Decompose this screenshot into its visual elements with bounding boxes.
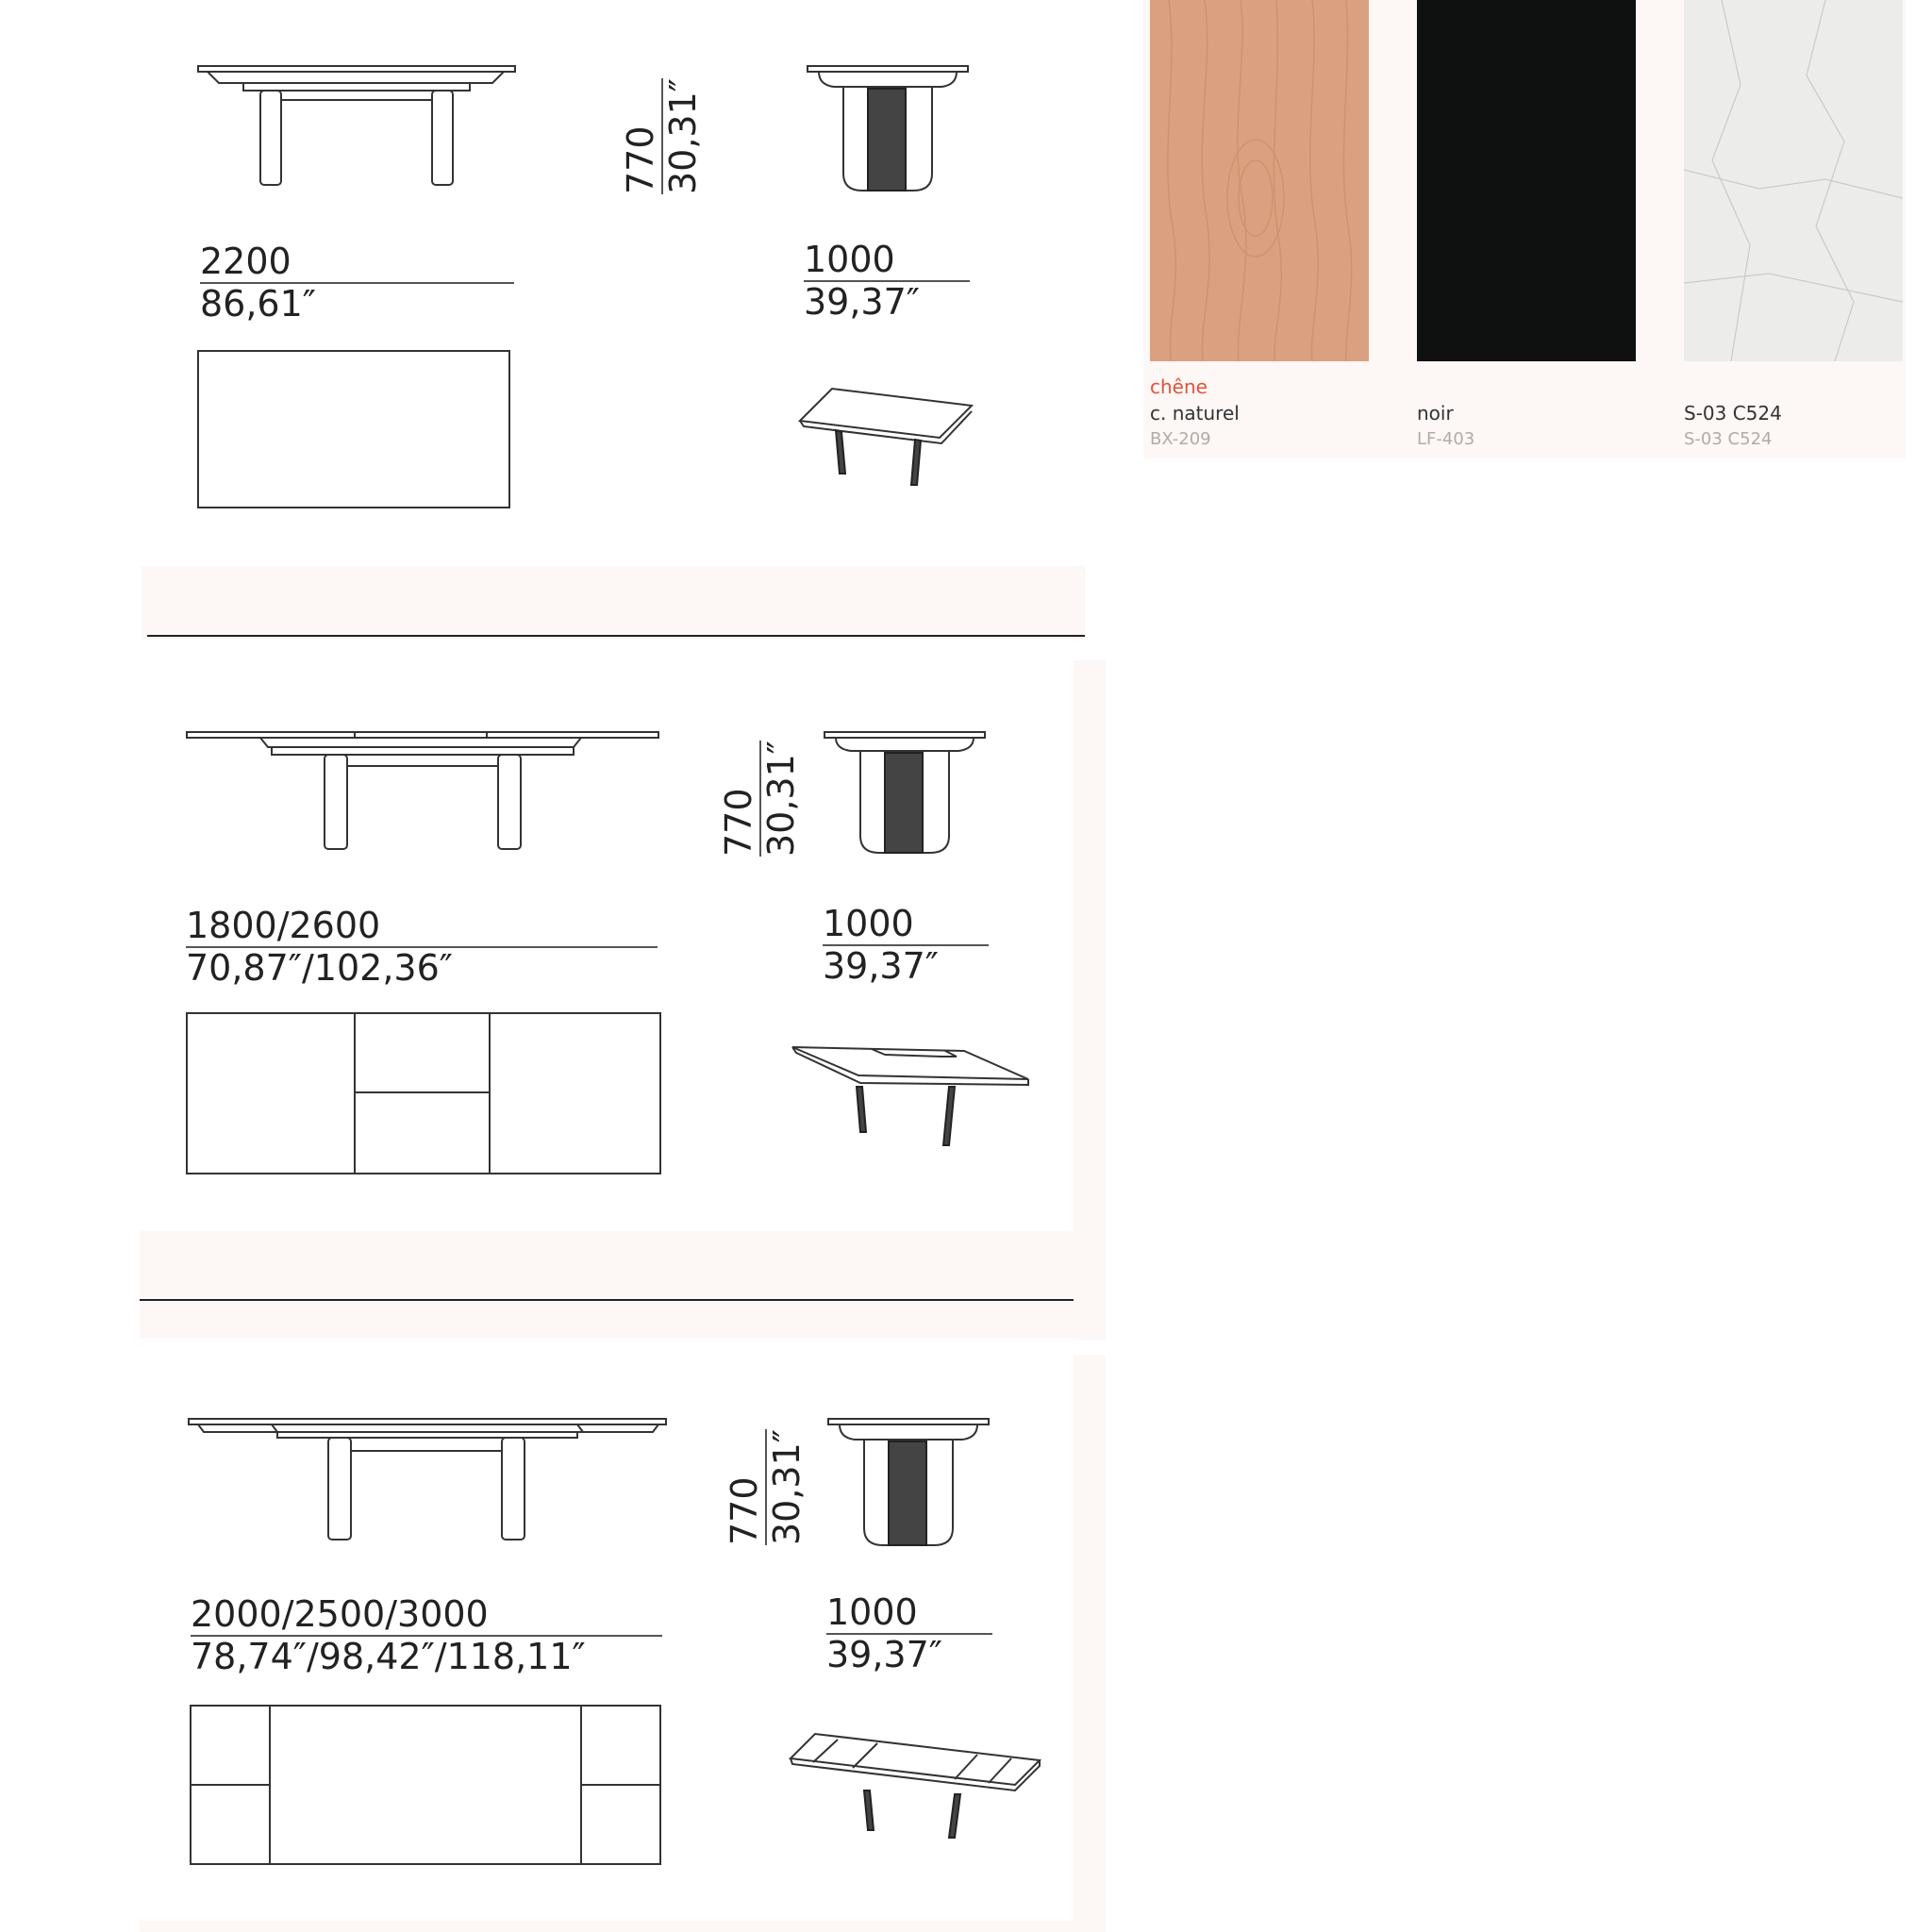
finish-name: S-03 C524	[1684, 402, 1782, 425]
finish-code: S-03 C524	[1684, 429, 1773, 449]
finish-code: LF-403	[1417, 429, 1475, 449]
top-plan-drawing	[185, 1011, 662, 1175]
front-elevation-drawing	[196, 62, 519, 194]
card-side-band	[1074, 1355, 1106, 1932]
length-dimension: 1800/2600 70,87″/102,36″	[186, 908, 658, 986]
length-dimension: 2200 86,61″	[200, 243, 514, 322]
depth-dimension: 1000 39,37″	[823, 906, 989, 984]
swatch-black[interactable]	[1417, 0, 1636, 361]
marble-vein-texture	[1684, 0, 1903, 361]
height-dimension: 770 30,31″	[620, 78, 704, 194]
length-dimension: 2000/2500/3000 78,74″/98,42″/118,11″	[191, 1596, 662, 1674]
isometric-drawing	[791, 1045, 1030, 1149]
side-elevation-drawing	[826, 1417, 992, 1549]
section-divider	[147, 635, 1085, 637]
finish-name: c. naturel	[1150, 402, 1240, 425]
front-elevation-drawing	[187, 1417, 668, 1549]
swatch-oak-natural[interactable]	[1150, 0, 1369, 361]
card-side-band	[1074, 660, 1106, 1340]
isometric-drawing	[789, 1732, 1041, 1840]
card-footer-band	[142, 566, 1085, 640]
side-elevation-drawing	[823, 730, 989, 858]
side-elevation-drawing	[806, 64, 972, 196]
finish-category-label: chêne	[1150, 375, 1208, 398]
depth-dimension: 1000 39,37″	[804, 242, 970, 320]
top-plan-drawing	[196, 349, 513, 511]
finish-code: BX-209	[1150, 429, 1211, 449]
depth-dimension: 1000 39,37″	[826, 1594, 992, 1673]
finish-name: noir	[1417, 402, 1454, 425]
front-elevation-drawing	[185, 730, 660, 858]
top-plan-drawing	[189, 1704, 662, 1866]
card-footer-band	[140, 1231, 1074, 1297]
height-dimension: 770 30,31″	[724, 1429, 808, 1545]
swatch-marble[interactable]	[1684, 0, 1903, 361]
height-dimension: 770 30,31″	[718, 741, 802, 857]
isometric-drawing	[798, 387, 974, 487]
wood-grain-texture	[1150, 0, 1369, 361]
card-footer-band	[140, 1921, 1106, 1932]
card-footer-band	[140, 1301, 1106, 1339]
